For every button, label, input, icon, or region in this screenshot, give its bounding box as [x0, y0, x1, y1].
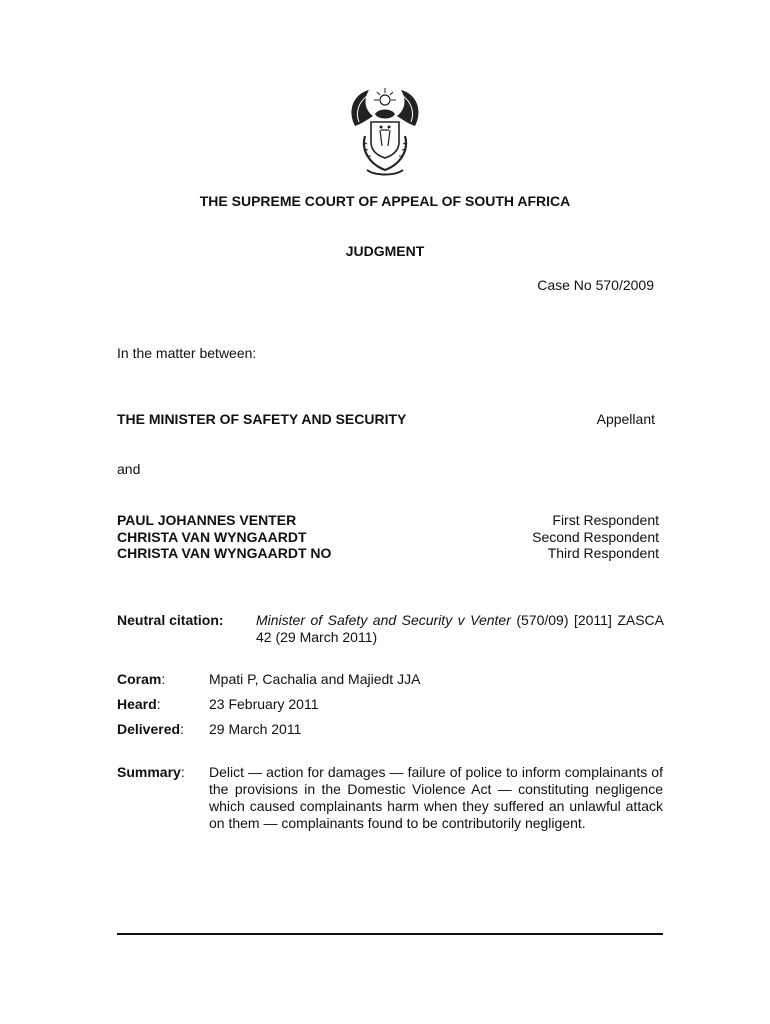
- delivered-label: Delivered:: [117, 721, 184, 737]
- respondent-role: Second Respondent: [532, 528, 659, 545]
- parties-conjunction: and: [117, 461, 141, 477]
- respondent-name: PAUL JOHANNES VENTER: [117, 512, 297, 528]
- coram-value: Mpati P, Cachalia and Majiedt JJA: [209, 671, 421, 687]
- document-type-heading: JUDGMENT: [345, 243, 425, 259]
- footer-divider: [117, 933, 663, 935]
- summary-label: Summary:: [117, 764, 185, 780]
- parties-intro: In the matter between:: [117, 345, 257, 361]
- coram-label: Coram:: [117, 671, 166, 687]
- appellant-role: Appellant: [596, 411, 655, 427]
- case-number: Case No 570/2009: [537, 277, 654, 293]
- heard-label: Heard:: [117, 696, 161, 712]
- summary-text: Delict — action for damages — failure of police to inform complainants of the provisions in the Domestic Violence Act — constituting negligence which caused complainants harm when they suffered an unlawful attack on them — complainants found to be contributorily negligent.: [209, 764, 663, 831]
- respondent-role: First Respondent: [552, 512, 659, 528]
- respondent-name: CHRISTA VAN WYNGAARDT: [117, 528, 307, 545]
- heard-value: 23 February 2011: [209, 696, 319, 712]
- respondent-roles: [440, 512, 659, 562]
- delivered-value: 29 March 2011: [209, 721, 302, 737]
- appellant-name: THE MINISTER OF SAFETY AND SECURITY: [117, 411, 407, 427]
- respondent-name: CHRISTA VAN WYNGAARDT NO: [117, 545, 332, 561]
- citation-case-name: Minister of Safety and Security v Venter: [256, 612, 511, 628]
- coat-of-arms-icon: [345, 86, 425, 178]
- respondent-role: Third Respondent: [547, 545, 659, 561]
- citation-label: Neutral citation:: [117, 612, 224, 628]
- citation-reference: (570/09) [2011] ZASCA 42 (29 March 2011): [256, 612, 664, 645]
- court-title: THE SUPREME COURT OF APPEAL OF SOUTH AFRICA: [199, 193, 571, 209]
- respondent-names: [117, 512, 331, 562]
- citation-text: [256, 612, 664, 645]
